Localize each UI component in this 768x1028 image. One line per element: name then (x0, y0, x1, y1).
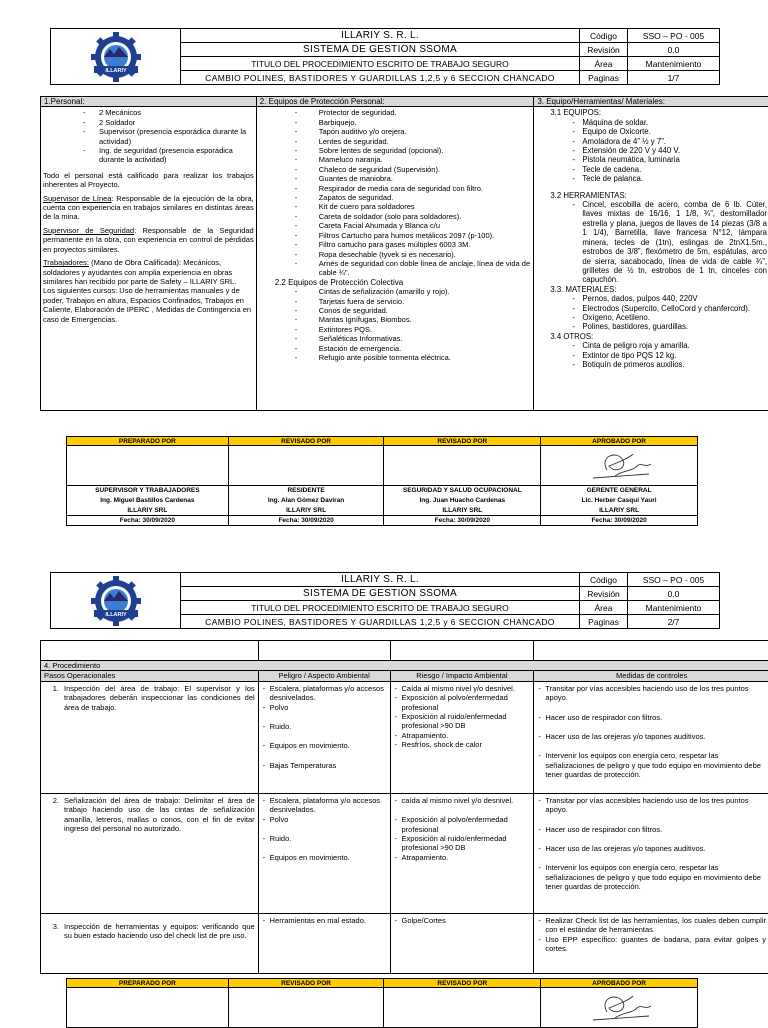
document-header-page1 (50, 28, 720, 85)
signature-box (67, 988, 229, 1028)
company-name: ILLARIY S. R. L. (181, 29, 580, 43)
epp-item: - Chaleco de seguridad (Supervisión). (259, 165, 532, 174)
reviewed-by-heading: REVISADO POR (228, 437, 384, 446)
equipment-heading: 3. Equipo/Herramientas/ Materiales: (534, 97, 768, 107)
table-row (41, 793, 768, 913)
prepared-by-heading: PREPARADO POR (67, 979, 229, 988)
code-value: SSO – PO - 005 (628, 573, 720, 587)
signature-box (541, 446, 698, 486)
hazard-cell: - Escalera, plataforma y/o accesos desnivelados. - Polvo - Ruido. - Equipos en movimiento. (258, 793, 390, 913)
workers-paragraph: Trabajadores: (Mano de Obra Calificada): Mecánicos, soldadores y ayudantes con amplia experiencia en obras similares han recibido por parte de Safety – ILLARIY SRL. (43, 258, 254, 286)
step-cell: 3. Inspección de herramientas y equipos: verificando que su buen estado haciendo uso del check list de pre uso. (41, 913, 259, 973)
prepared-by-heading: PREPARADO POR (67, 437, 229, 446)
signer-role: GERENTE GENERAL (541, 486, 698, 496)
collective-heading: 2.2 Equipos de Protección Colectiva (259, 278, 532, 287)
epp-item: - Careta Facial Ahumada y Blanca c/u (259, 221, 532, 230)
epp-column (256, 107, 534, 411)
equipment-item: - Pistola neumática, luminaria (548, 155, 767, 164)
pages-value: 2/7 (628, 615, 720, 629)
signer-org: ILLARIY SRL (541, 506, 698, 516)
signer-org: ILLARIY SRL (67, 506, 229, 516)
courses-paragraph: Los siguientes cursos: Uso de herramientas manuales y de poder, Trabajos en altura, Espacios Confinados, Trabajos en Caliente, Elaboración de IPERC , Medidas de Contingencia en caso de Emergencias. (43, 286, 254, 324)
revision-label: Revisión (580, 587, 628, 601)
signature-box (67, 446, 229, 486)
material-item: - Electrodos (Supercito, CelloCord y chanfercord). (548, 304, 767, 313)
supervisor-safety-paragraph: Supervisor de Seguridad: Responsable de la Seguridad permanente en la obra, con experiencia en control de pérdidas en proyectos similares. (43, 226, 254, 254)
handwritten-signature-icon (579, 448, 659, 482)
signer-org: ILLARIY SRL (228, 506, 384, 516)
company-logo-cell (51, 573, 181, 629)
hazard-cell: - Herramientas en mal estado. (258, 913, 390, 973)
reviewed-by-heading: REVISADO POR (384, 979, 541, 988)
revision-value: 0.0 (628, 587, 720, 601)
signer-role: SEGURIDAD Y SALUD OCUPACIONAL (384, 486, 541, 496)
equipment-subheading: 3.1 EQUIPOS: (548, 108, 767, 117)
signature-box (384, 446, 541, 486)
collective-item: - Mantas Ignífugas, Biombos. (259, 315, 532, 324)
code-value: SSO – PO - 005 (628, 29, 720, 43)
area-value: Mantenimiento (628, 57, 720, 71)
company-name: ILLARIY S. R. L. (181, 573, 580, 587)
control-cell: - Realizar Check list de las herramientas, los cuales deben cumplir con el estándar de herramientas. - Uso EPP específico: guantes de badana, para evitar golpes y cortes. (534, 913, 768, 973)
other-item: - Extintor de tipo PQS 12 kg. (548, 351, 767, 360)
other-item: - Cinta de peligro roja y amarilla. (548, 341, 767, 350)
doc-title: TITULO DEL PROCEDIMIENTO ESCRITO DE TRABAJO SEGURO (181, 601, 580, 615)
code-label: Código (580, 573, 628, 587)
control-cell: - Transitar por vías accesibles haciendo uso de los tres puntos apoyo. - Hacer uso de respirador con filtros. - Hacer uso de las orejeras y/o tapones auditivos. - Intervenir los equipos con energía cero, respetar las señalizaciones de peligro y que todo equipo en movimiento debe tener guardas de protección. (534, 793, 768, 913)
hazard-cell: - Escalera, plataformas y/o accesos desnivelados. - Polvo - Ruido. - Equipos en movimiento. - Bajas Temperaturas (258, 681, 390, 793)
signer-name: Ing. Miguel Bastillos Cardenas (67, 496, 229, 506)
epp-item: - Respirador de media cara de seguridad con filtro. (259, 184, 532, 193)
gear-logo-icon (61, 32, 171, 82)
procedure-heading: 4. Procedimiento (41, 661, 768, 671)
supervisor-line-paragraph: Supervisor de Línea: Responsable de la ejecución de la obra, cuenta con experiencia en trabajos similares en distintas áreas de la mina. (43, 194, 254, 222)
approved-by-heading: APROBADO POR (541, 979, 698, 988)
signature-box (384, 988, 541, 1028)
personal-item: - 2 Soldador (43, 118, 254, 127)
epp-item: - Kit de cuero para soldadores (259, 202, 532, 211)
epp-item: - Barbiquejo. (259, 118, 532, 127)
signature-date: Fecha: 30/09/2020 (228, 516, 384, 526)
signer-role: SUPERVISOR Y TRABAJADORES (67, 486, 229, 496)
col-control-header: Medidas de controles (534, 671, 768, 681)
epp-item: - Arnés de seguridad con doble línea de anclaje, línea de vida de cable ¾”. (259, 259, 532, 278)
risk-cell: - Caída al mismo nivel y/o desnivel. - Exposición al polvo/enfermedad profesional - Exposición al ruido/enfermedad profesional >90 DB - Atrapamiento. - Resfríos, shock de calor (390, 681, 534, 793)
signature-table-page1 (66, 436, 698, 526)
collective-item: - Refugio ante posible tormenta eléctrica. (259, 353, 532, 362)
equipment-item: - Extensión de 220 V y 440 V. (548, 146, 767, 155)
control-cell: - Transitar por vías accesibles haciendo uso de los tres puntos apoyo. - Hacer uso de respirador con filtros. - Hacer uso de las orejeras y/o tapones auditivos. - Intervenir los equipos con energía cero, respetar las señalizaciones de peligro y que todo equipo en movimiento debe tener guardas de protección. (534, 681, 768, 793)
gear-logo-icon (61, 576, 171, 626)
area-label: Área (580, 57, 628, 71)
approved-by-heading: APROBADO POR (541, 437, 698, 446)
logo-text: ILLARIY (105, 68, 127, 74)
col-risk-header: Riesgo / Impacto Ambiental (390, 671, 534, 681)
document-header-page2 (50, 572, 720, 629)
handwritten-signature-icon (579, 990, 659, 1024)
collective-item: - Conos de seguridad. (259, 306, 532, 315)
signature-date: Fecha: 30/09/2020 (384, 516, 541, 526)
revision-value: 0.0 (628, 43, 720, 57)
epp-item: - Zapatos de seguridad. (259, 193, 532, 202)
signer-name: Ing. Juan Huacho Cardenas (384, 496, 541, 506)
equipment-item: - Equipo de Oxicorte. (548, 127, 767, 136)
personal-heading: 1.Personal: (41, 97, 257, 107)
materials-subheading: 3.3. MATERIALES: (548, 285, 767, 294)
material-item: - Oxígeno, Acetileno. (548, 313, 767, 322)
signer-name: Lic. Herber Casqui Yauri (541, 496, 698, 506)
equipment-column (534, 107, 768, 411)
revision-label: Revisión (580, 43, 628, 57)
pages-label: Paginas (580, 615, 628, 629)
epp-item: - Tapón auditivo y/o orejera. (259, 127, 532, 136)
equipment-item: - Tecle de cadena. (548, 165, 767, 174)
reviewed-by-heading: REVISADO POR (384, 437, 541, 446)
area-value: Mantenimiento (628, 601, 720, 615)
equipment-item: - Amoladora de 4” ½ y 7”. (548, 137, 767, 146)
resources-table (40, 96, 768, 411)
signature-date: Fecha: 30/09/2020 (67, 516, 229, 526)
epp-heading: 2. Equipos de Protección Personal: (256, 97, 534, 107)
collective-item: - Estación de emergencia. (259, 344, 532, 353)
tools-subheading: 3.2 HERRAMIENTAS: (548, 191, 767, 200)
step-cell: 2. Señalización del área de trabajo: Delimitar el área de trabajo haciendo uso de las cintas de señalización amarilla, letreros, mallas o conos, con el fin de evitar ingreso del personal no autorizado. (41, 793, 259, 913)
epp-item: - Ropa desechable (tyvek si es necesario). (259, 250, 532, 259)
collective-item: - Tarjetas fuera de servicio. (259, 297, 532, 306)
risk-cell: - caída al mismo nivel y/o desnivel. - Exposición al polvo/enfermedad profesional - Exposición al ruido/enfermedad profesional >90 DB - Atrapamiento. (390, 793, 534, 913)
system-name: SISTEMA DE GESTION SSOMA (181, 43, 580, 57)
table-row (41, 913, 768, 973)
signature-date: Fecha: 30/09/2020 (541, 516, 698, 526)
doc-subject: CAMBIO POLINES, BASTIDORES Y GUARDILLAS 1,2,5 y 6 SECCION CHANCADO (181, 615, 580, 629)
logo-text: ILLARIY (105, 612, 127, 618)
pages-value: 1/7 (628, 71, 720, 85)
signature-table-page2 (66, 978, 698, 1028)
area-label: Área (580, 601, 628, 615)
system-name: SISTEMA DE GESTION SSOMA (181, 587, 580, 601)
code-label: Código (580, 29, 628, 43)
col-steps-header: Pasos Operacionales (41, 671, 259, 681)
equipment-item: - Tecle de palanca. (548, 174, 767, 183)
collective-item: - Extintores PQS. (259, 325, 532, 334)
epp-item: - Careta de soldador (solo para soldadores). (259, 212, 532, 221)
personal-paragraph: Todo el personal está calificado para realizar los trabajos inherentes al Proyecto. (43, 171, 254, 190)
others-subheading: 3.4 OTROS: (548, 332, 767, 341)
personal-item: - Ing. de seguridad (presencia esporádica durante la actividad) (43, 146, 254, 165)
risk-cell: - Golpe/Cortes (390, 913, 534, 973)
doc-subject: CAMBIO POLINES, BASTIDORES Y GUARDILLAS 1,2,5 y 6 SECCION CHANCADO (181, 71, 580, 85)
pages-label: Paginas (580, 71, 628, 85)
epp-item: - Filtros Cartucho para humos metálicos 2097 (p-100). (259, 231, 532, 240)
epp-item: - Mameluco naranja. (259, 155, 532, 164)
personal-column (41, 107, 257, 411)
signer-org: ILLARIY SRL (384, 506, 541, 516)
material-item: - Pernos, dados, pulpos 440, 220V (548, 294, 767, 303)
other-item: - Botiquín de primeros auxilios. (548, 360, 767, 369)
signer-name: Ing. Alan Gómez Daviran (228, 496, 384, 506)
epp-item: - Sobre lentes de seguridad (opcional). (259, 146, 532, 155)
signature-box (228, 988, 384, 1028)
signer-role: RESIDENTE (228, 486, 384, 496)
signature-box (228, 446, 384, 486)
reviewed-by-heading: REVISADO POR (228, 979, 384, 988)
step-cell: 1. Inspección del área de trabajo: El supervisor y los trabajadores deberán inspeccionar las condiciones del área de trabajo. (41, 681, 259, 793)
personal-item: - Supervisor (presencia esporádica durante la actividad) (43, 127, 254, 146)
epp-item: - Filtro cartucho para gases múltiples 6003 3M. (259, 240, 532, 249)
equipment-item: - Máquina de soldar. (548, 118, 767, 127)
material-item: - Polines, bastidores, guardillas. (548, 322, 767, 331)
epp-item: - Lentes de seguridad. (259, 137, 532, 146)
procedure-table (40, 640, 768, 974)
collective-item: - Señaléticas Informativas. (259, 334, 532, 343)
tool-item: - Cincel, escobilla de acero, comba de 6 lb. Cúter, llaves mixtas de 16/16, 1 1/8, ¾”, destornillador estrella y plana, juegos de llaves de 14 piezas (3/8 a 1 1/4), Barretilla, llave francesa N°12, lámpara minera, tecles de (1tn), eslingas de 2tnX1.5m., estrobos de 3/8”, flexómetro de 5m, espátulas, arco de sierra, sacabocado, línea de vida de cable ¾”, grilletes de ½ tn, estrobos de 1 tn, cinceles con capuchón. (548, 200, 767, 285)
collective-item: - Cintas de señalización (amarillo y rojo). (259, 287, 532, 296)
company-logo-cell (51, 29, 181, 85)
col-hazard-header: Peligro / Aspecto Ambiental (258, 671, 390, 681)
table-row (41, 681, 768, 793)
signature-box (541, 988, 698, 1028)
epp-item: - Guantes de maniobra. (259, 174, 532, 183)
doc-title: TITULO DEL PROCEDIMIENTO ESCRITO DE TRABAJO SEGURO (181, 57, 580, 71)
personal-item: - 2 Mecánicos (43, 108, 254, 117)
epp-item: - Protector de seguridad. (259, 108, 532, 117)
